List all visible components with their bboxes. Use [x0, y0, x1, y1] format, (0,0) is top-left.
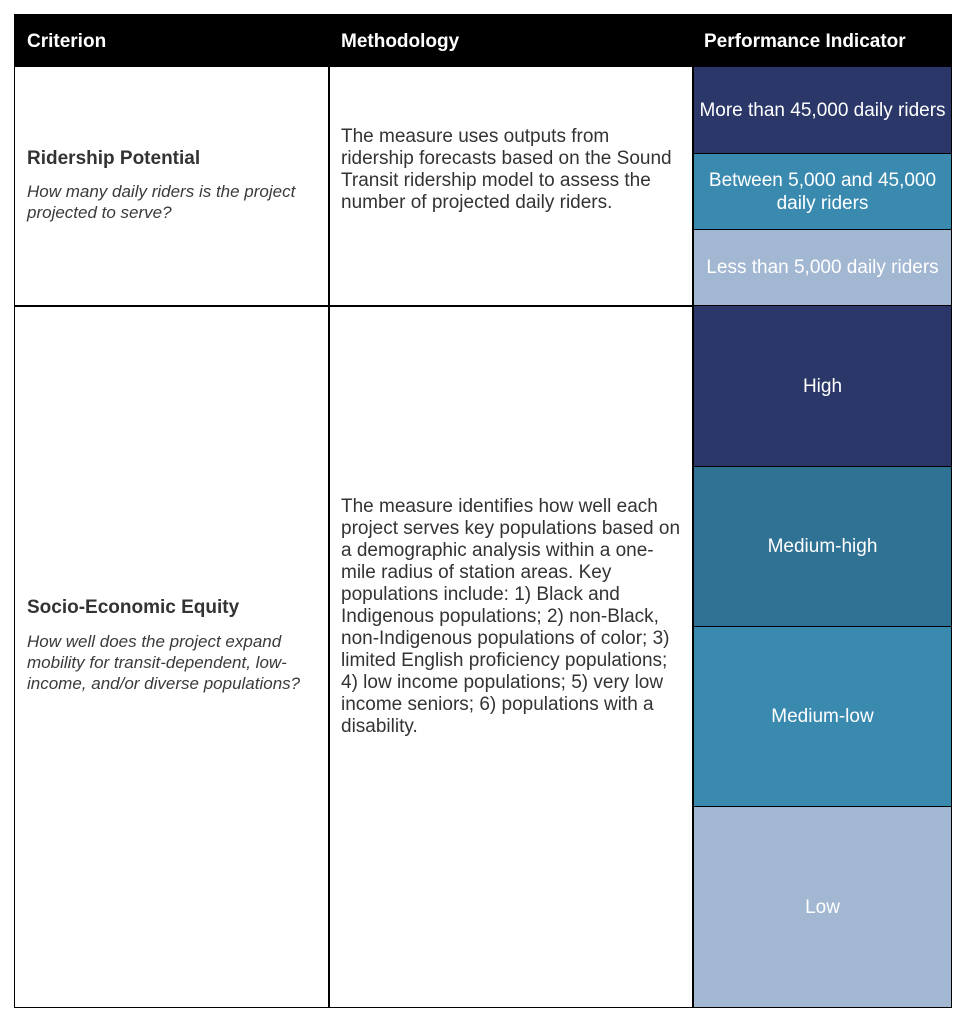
indicator-cell	[694, 67, 951, 154]
table-header	[15, 15, 951, 67]
header-methodology: Methodology	[341, 31, 460, 52]
indicator-cell	[694, 306, 951, 467]
indicator-label: Medium-high	[767, 536, 878, 557]
indicator-cell	[694, 154, 951, 230]
indicator-cell	[694, 230, 951, 306]
row-divider	[15, 305, 694, 307]
criterion-title: Socio-Economic Equity	[27, 597, 240, 618]
indicator-label: Between 5,000 and 45,000 daily riders	[708, 169, 937, 214]
indicator-label: Medium-low	[771, 706, 874, 727]
indicator-cell	[694, 807, 951, 1007]
header-performance-indicator: Performance Indicator	[704, 31, 906, 52]
indicator-label: Less than 5,000 daily riders	[706, 257, 939, 278]
indicator-label: High	[802, 375, 843, 397]
indicator-cell	[694, 627, 951, 807]
methodology-text: The measure uses outputs from ridership forecasts based on the Sound Transit ridership model to assess the number of projected daily riders.	[341, 126, 672, 213]
criterion-question: How well does the project expand mobility for transit-dependent, low-income, and/or diverse populations?	[27, 632, 301, 693]
criteria-table	[14, 14, 952, 1008]
indicator-label: More than 45,000 daily riders	[699, 99, 946, 121]
criterion-title: Ridership Potential	[27, 148, 201, 169]
methodology-text: The measure identifies how well each project serves key populations based on a demographic analysis within a one-mile radius of station areas. Key populations include: 1) Black and Indigenous populations; 2) non-Black, non-Indigenous populations of color; 3) limited English proficiency populations; 4) low income populations; 5) very low income seniors; 6) populations with a disability.	[341, 496, 681, 737]
header-criterion: Criterion	[27, 31, 107, 52]
indicator-label: Low	[805, 896, 840, 918]
indicator-cell	[694, 467, 951, 627]
column-divider	[328, 67, 330, 1007]
criterion-question: How many daily riders is the project projected to serve?	[27, 182, 296, 222]
